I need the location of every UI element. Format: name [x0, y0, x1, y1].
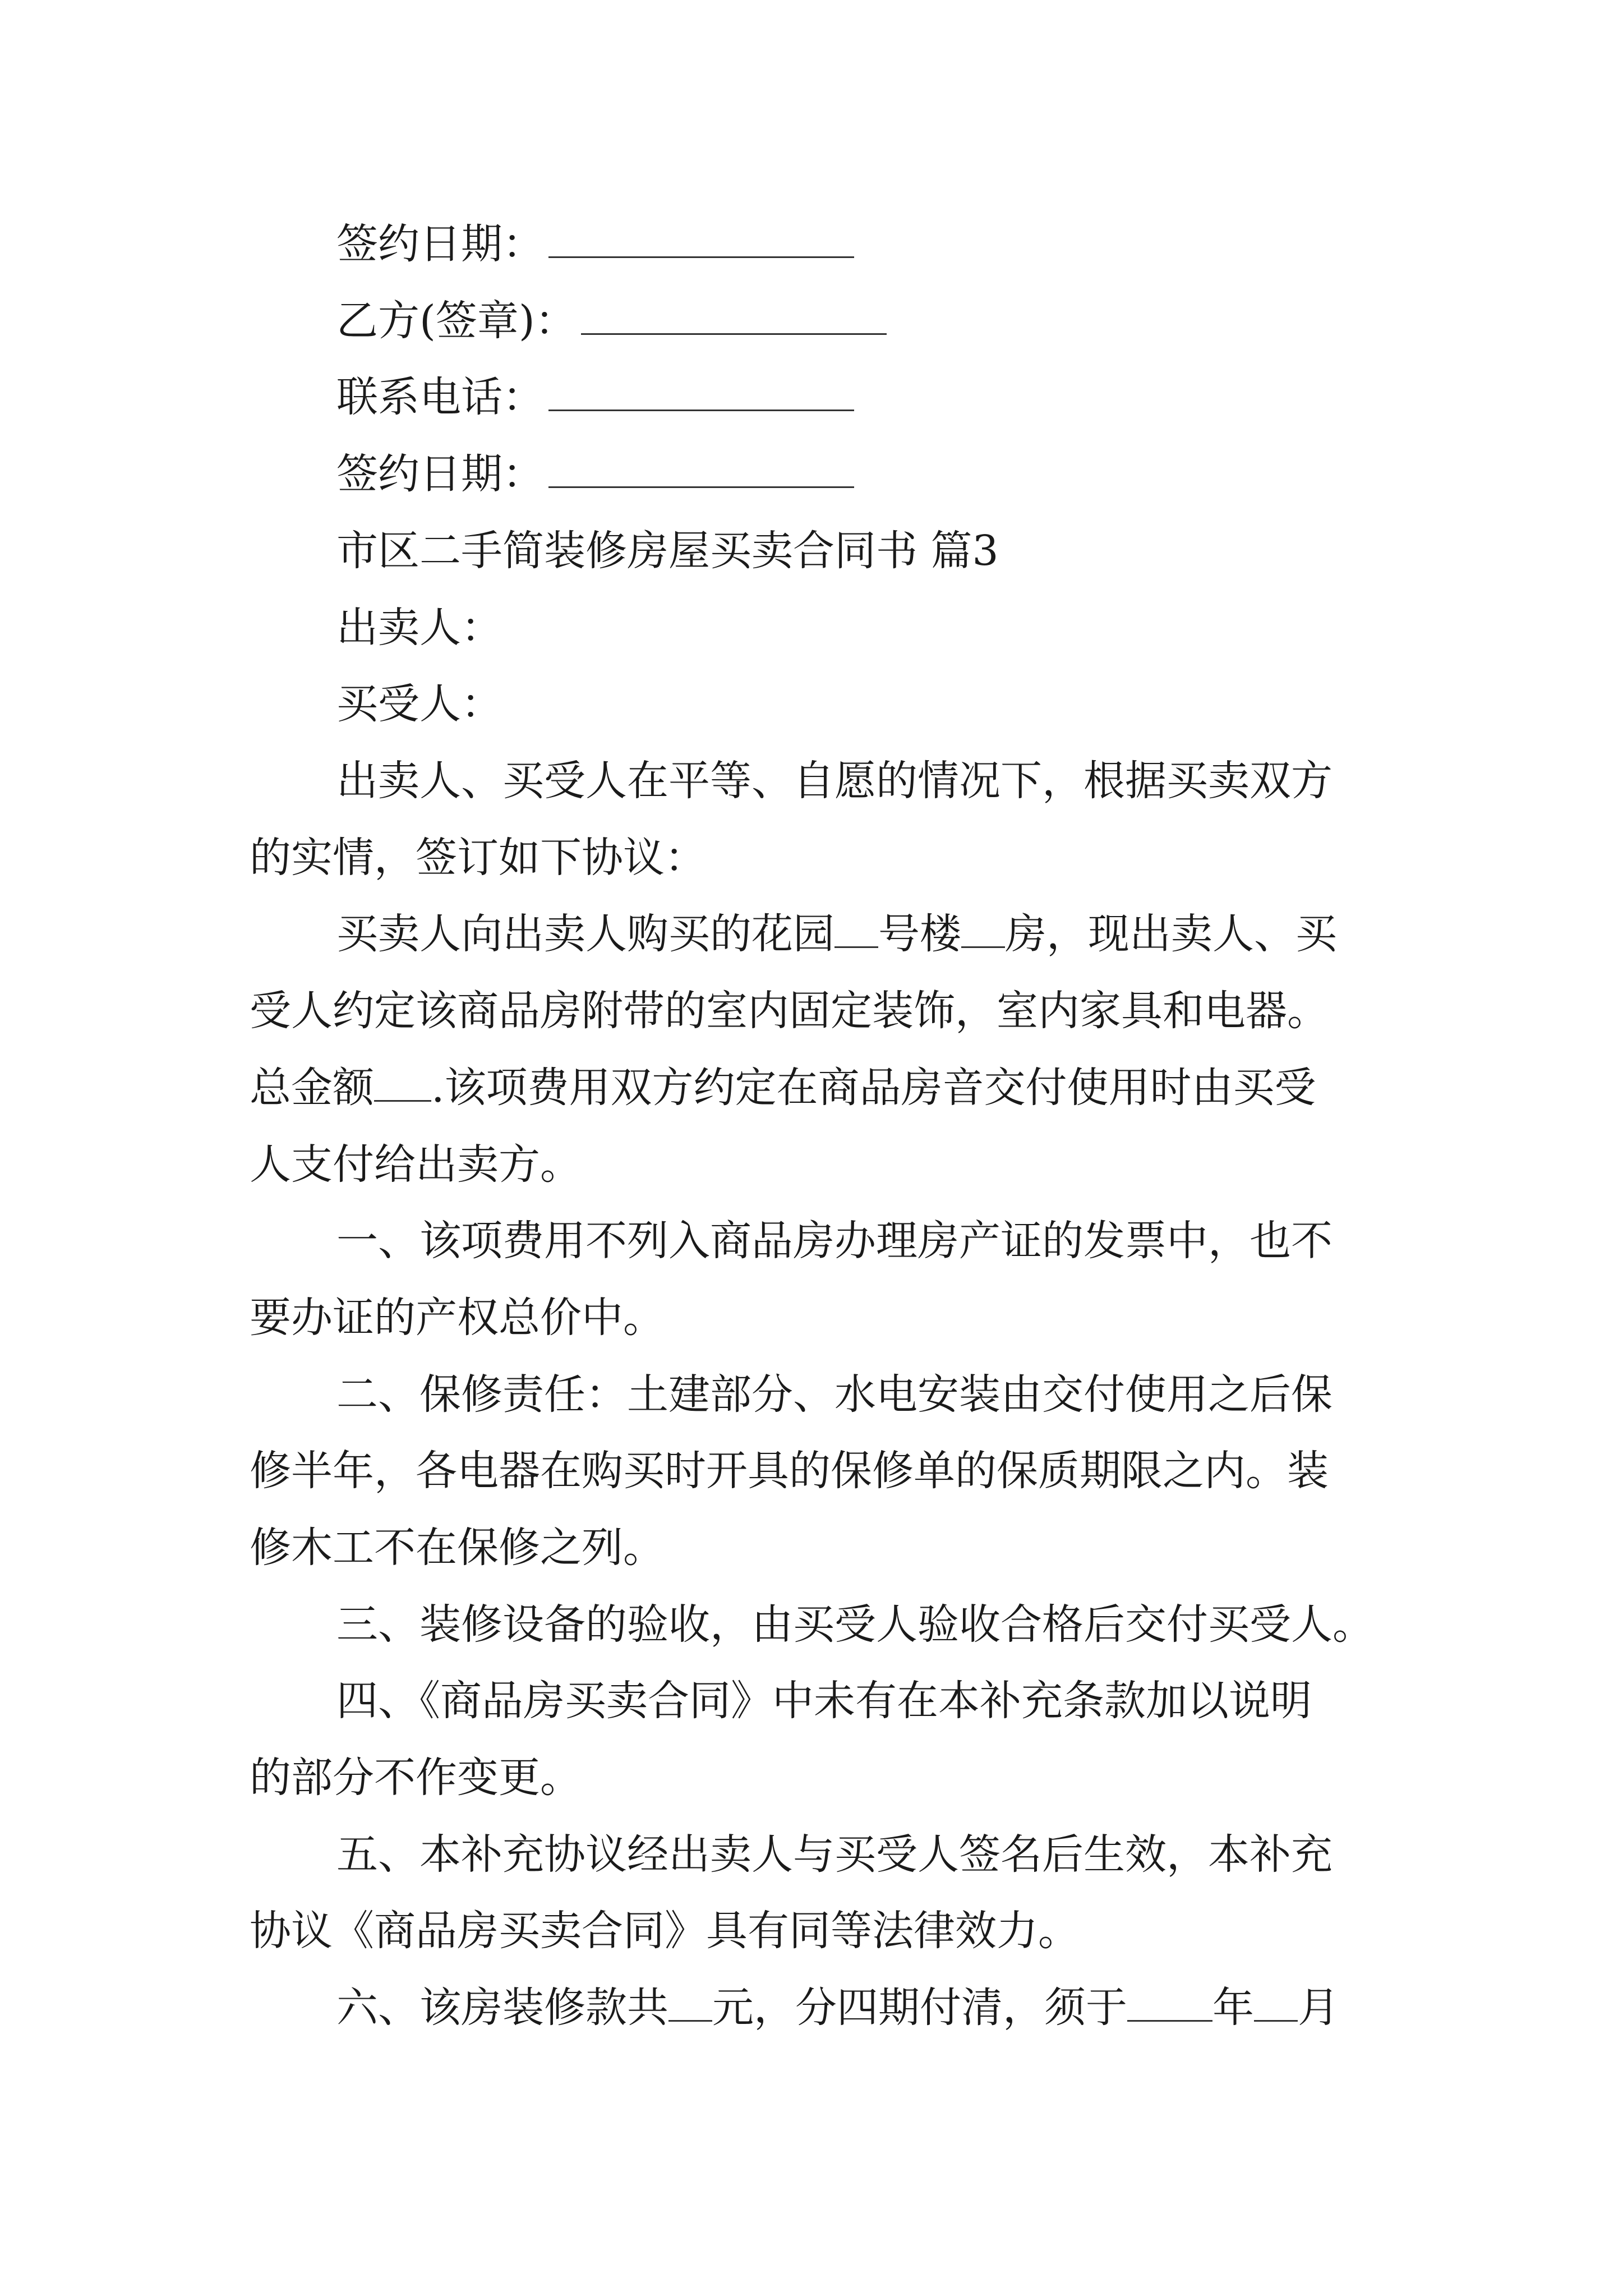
clause-5-line-2: 协议《商品房买卖合同》具有同等法律效力。: [250, 1907, 1080, 1955]
clause-2-line-2: 修半年，各电器在购买时开具的保修单的保质期限之内。装: [250, 1447, 1329, 1495]
clause-4-line-2: 的部分不作变更。: [250, 1754, 582, 1802]
room-number-blank: [961, 943, 1005, 948]
clause-6-line-1: [336, 1984, 1339, 2032]
clause-5-line-1: 五、本补充协议经出卖人与买受人签名后生效，本补充: [336, 1830, 1332, 1879]
section-title: 市区二手简装修房屋买卖合同书 篇3: [336, 527, 999, 575]
purchase-line-1: [336, 910, 1337, 958]
party-b-blank: [581, 330, 887, 335]
clause-6-text-a: 六、该房装修款共: [336, 1984, 668, 2032]
sign-date-line-2: [336, 450, 854, 498]
month-blank: [1254, 2017, 1298, 2022]
clause-1-line-2: 要办证的产权总价中。: [250, 1294, 665, 1342]
phone-label: 联系电话：: [336, 373, 544, 421]
sign-date-blank: [548, 483, 854, 488]
purchase-text-b: 号楼: [878, 910, 961, 958]
seller-label: 出卖人：: [336, 604, 502, 652]
sign-date-label: 签约日期：: [336, 220, 544, 268]
decoration-amount-blank: [668, 2017, 712, 2022]
phone-blank: [548, 406, 854, 411]
clause-4-line-1: 四、《商品房买卖合同》中未有在本补充条款加以说明: [336, 1677, 1312, 1725]
party-b-line: [336, 297, 887, 345]
intro-text-1: 出卖人、买受人在平等、自愿的情况下，根据买卖双方: [336, 757, 1332, 805]
clause-1-line-1: 一、该项费用不列入商品房办理房产证的发票中，也不: [336, 1217, 1332, 1265]
total-amount-blank: [374, 1097, 431, 1102]
purchase-text-d: .该项费用双方约定在商品房音交付使用时由买受: [431, 1064, 1316, 1112]
year-blank: [1127, 2017, 1212, 2022]
sign-date-line-1: [336, 220, 854, 268]
purchase-line-3: [250, 1064, 1316, 1112]
clause-3-line-1: 三、装修设备的验收，由买受人验收合格后交付买受人。: [336, 1600, 1374, 1649]
party-b-label: 乙方(签章)：: [336, 297, 577, 345]
sign-date-blank: [548, 253, 854, 258]
intro-line-1: [336, 757, 1382, 805]
purchase-total-label: 总金额: [250, 1064, 374, 1112]
purchase-text-c: 房，现出卖人、买: [1005, 910, 1337, 958]
purchase-line-2: 受人约定该商品房附带的室内固定装饰，室内家具和电器。: [250, 987, 1329, 1035]
clause-6-text-b: 元，分四期付清，须于: [712, 1984, 1127, 2032]
clause-2-line-3: 修木工不在保修之列。: [250, 1524, 665, 1572]
phone-line: [336, 373, 854, 421]
clause-2-line-1: 二、保修责任：土建部分、水电安装由交付使用之后保: [336, 1370, 1332, 1419]
purchase-line-4: 人支付给出卖方。: [250, 1140, 582, 1189]
clause-6-text-c: 年: [1212, 1984, 1254, 2032]
buyer-label: 买受人：: [336, 680, 502, 728]
clause-6-text-d: 月: [1298, 1984, 1339, 2032]
purchase-text-a: 买卖人向出卖人购买的花园: [336, 910, 834, 958]
sign-date-label: 签约日期：: [336, 450, 544, 498]
garden-number-blank: [834, 943, 878, 948]
intro-line-2: 的实情，签订如下协议：: [250, 834, 706, 882]
